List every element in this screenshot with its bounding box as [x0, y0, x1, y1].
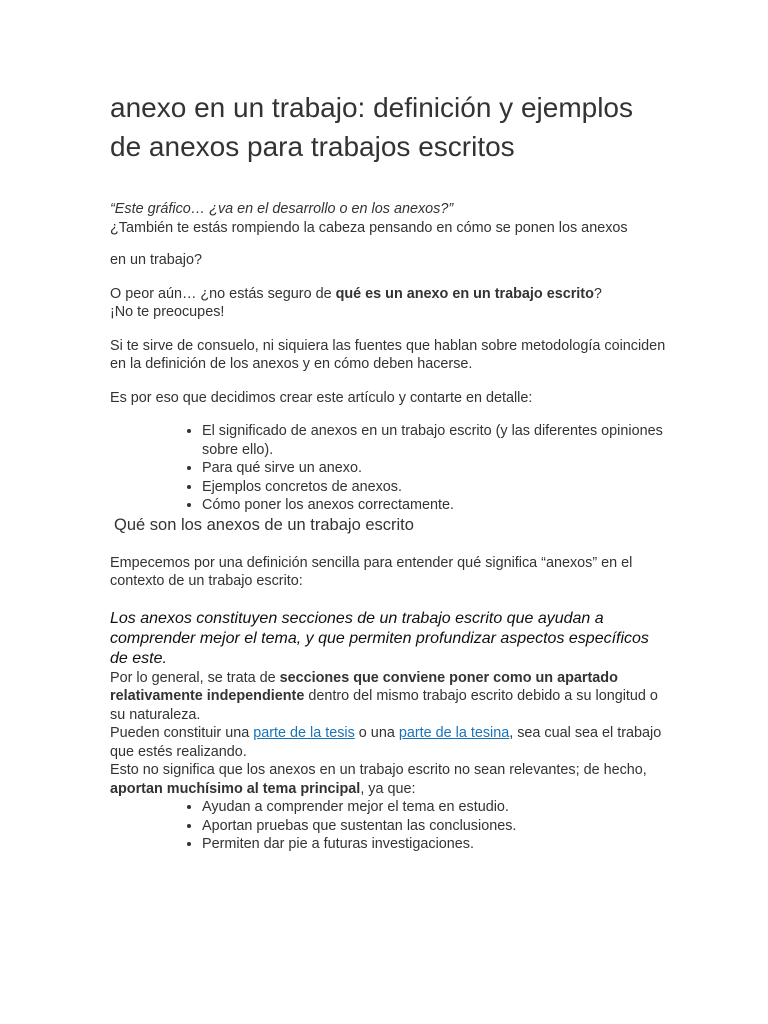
- esto-text-c: , ya que:: [360, 780, 416, 797]
- intro-peor-paragraph: [110, 285, 670, 304]
- page-title: anexo en un trabajo: definición y ejemplos de anexos para trabajos escritos: [110, 92, 634, 162]
- list-item: • Cómo poner los anexos correctamente.: [202, 496, 670, 515]
- esto-text-a: Esto no significa que los anexos en un trabajo escrito no sean relevantes; de hecho,: [110, 762, 647, 778]
- peor-text-a: O peor aún… ¿no estás seguro de: [110, 285, 336, 302]
- no-preocupes-line: ¡No te preocupes!: [110, 304, 225, 320]
- list-item: • Permiten dar pie a futuras investigaciones.: [202, 835, 670, 854]
- peor-text-c: ?: [593, 285, 602, 302]
- es-por-eso-paragraph: Es por eso que decidimos crear este artículo y contarte en detalle:: [110, 389, 533, 406]
- esto-text-bold: aportan muchísimo al tema principal: [110, 780, 361, 797]
- pueden-paragraph: [110, 724, 670, 761]
- empecemos-paragraph: Empecemos por una definición sencilla para entender qué significa “anexos” en el contexto de un trabajo escrito:: [110, 554, 633, 589]
- consuelo-paragraph: Si te sirve de consuelo, ni siquiera las fuentes que hablan sobre metodología coinciden en la definición de los anexos y en cómo deben hacerse.: [110, 337, 666, 372]
- tesis-link[interactable]: parte de la tesis: [253, 725, 355, 741]
- list-item: • Para qué sirve un anexo.: [202, 459, 670, 478]
- intro-question-line1: ¿También te estás rompiendo la cabeza pensando en cómo se ponen los anexos: [110, 219, 628, 236]
- pueden-text-a: Pueden constituir una: [110, 725, 254, 741]
- list-item: • Ejemplos concretos de anexos.: [202, 478, 670, 497]
- benefits-list: [110, 798, 670, 854]
- intro-question-line2: en un trabajo?: [110, 252, 203, 268]
- topics-list: [110, 422, 670, 515]
- tesina-link[interactable]: parte de la tesina: [398, 725, 510, 741]
- general-text-c: dentro del mismo trabajo escrito debido a su longitud o su naturaleza.: [110, 688, 658, 723]
- section-heading: Qué son los anexos de un trabajo escrito: [114, 515, 414, 534]
- general-text-bold: secciones que conviene poner como un apartado relativamente independiente: [110, 669, 618, 704]
- definition-paragraph: Los anexos constituyen secciones de un trabajo escrito que ayudan a comprender mejor el tema, y que permiten profundizar aspectos específicos de este.: [110, 609, 649, 667]
- pueden-text-c: , sea cual sea el trabajo que estés realizando.: [110, 725, 662, 760]
- intro-quote: “Este gráfico… ¿va en el desarrollo o en los anexos?”: [110, 201, 454, 217]
- document-page: [110, 88, 670, 854]
- general-text-a: Por lo general, se trata de: [110, 669, 280, 686]
- pueden-text-b: o una: [354, 725, 399, 741]
- list-item: • Aportan pruebas que sustentan las conclusiones.: [202, 817, 670, 836]
- list-item: • Ayudan a comprender mejor el tema en estudio.: [202, 798, 670, 817]
- general-paragraph: [110, 669, 670, 725]
- list-item: • El significado de anexos en un trabajo escrito (y las diferentes opiniones sobre ello).: [202, 422, 670, 459]
- esto-paragraph: [110, 761, 670, 798]
- peor-text-bold: qué es un anexo en un trabajo escrito: [335, 285, 594, 302]
